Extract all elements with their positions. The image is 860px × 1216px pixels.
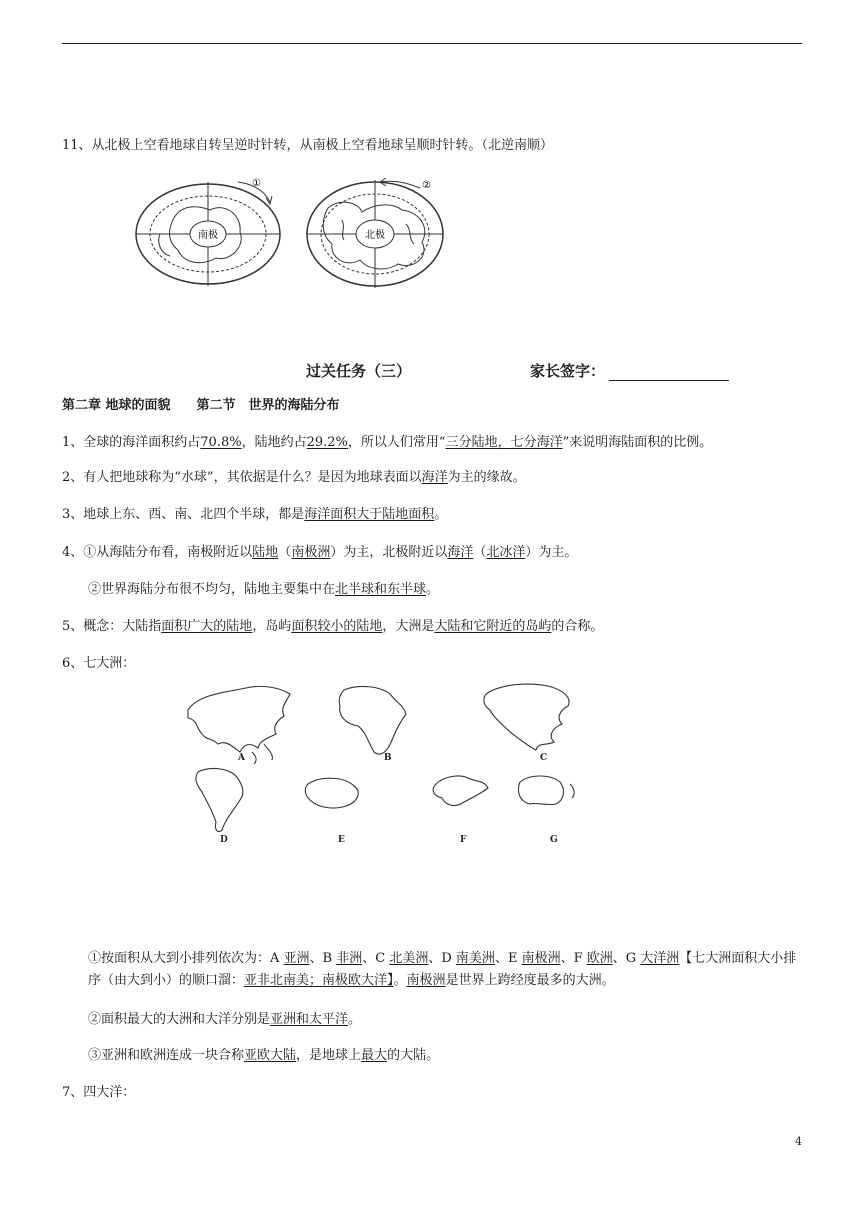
north-pole-label: 北极 xyxy=(365,230,385,241)
question-4a: 4、①从海陆分布看，南极附近以陆地（南极洲）为主，北极附近以海洋（北冰洋）为主。 xyxy=(62,545,578,560)
paragraph-continent-order: ①按面积从大到小排列依次为：A 亚洲、B 非洲、C 北美洲、D 南美洲、E 南极洲、F 欧洲、G 大洋洲【七大洲面积大小排序（由大到小）的顺口溜：亚非北南美；南极欧大洋】。南极洲是世界上跨经度最多的大洲。 xyxy=(88,951,797,988)
signature-line[interactable] xyxy=(609,366,729,381)
continent-letter-d: D xyxy=(220,835,228,845)
south-america-outline xyxy=(196,769,243,832)
question-6: 6、七大洲： xyxy=(62,656,136,671)
question-5: 5、概念：大陆指面积广大的陆地，岛屿面积较小的陆地，大洲是大陆和它附近的岛屿的合称。 xyxy=(62,619,604,634)
question-7: 7、四大洋： xyxy=(62,1085,136,1100)
question-3: 3、地球上东、西、南、北四个半球，都是海洋面积大于陆地面积。 xyxy=(62,507,448,522)
south-pole-label: 南极 xyxy=(198,230,218,241)
parent-signature xyxy=(530,360,729,381)
asia-outline xyxy=(188,686,290,752)
question-4b: ②世界海陆分布很不均匀，陆地主要集中在北半球和东半球。 xyxy=(88,582,440,597)
mark-1: ① xyxy=(252,178,261,189)
polar-views-figure xyxy=(130,172,450,302)
oceania-outline xyxy=(518,776,563,805)
paragraph-eurasia: ③亚洲和欧洲连成一块合称亚欧大陆，是地球上最大的大陆。 xyxy=(88,1048,440,1063)
question-1: 1、全球的海洋面积约占70.8%，陆地约占29.2%，所以人们常用“三分陆地，七分海洋”来说明海陆面积的比例。 xyxy=(62,435,713,450)
task-title: 过关任务（三） xyxy=(306,362,412,380)
continent-letter-c: C xyxy=(540,753,548,763)
page-number: 4 xyxy=(795,1135,802,1148)
mark-2: ② xyxy=(422,180,431,191)
item-11: 11、从北极上空看地球自转呈逆时针转，从南极上空看地球呈顺时针转。（北逆南顺） xyxy=(62,138,554,153)
question-2: 2、有人把地球称为“水球”，其依据是什么？是因为地球表面以海洋为主的缘故。 xyxy=(62,470,526,485)
antarctica-outline xyxy=(305,778,358,808)
continent-letter-b: B xyxy=(384,753,392,763)
continent-letter-e: E xyxy=(338,835,345,845)
header-rule xyxy=(62,43,802,44)
north-america-outline xyxy=(484,684,569,750)
continents-figure xyxy=(168,680,608,850)
continent-letter-f: F xyxy=(460,835,467,845)
africa-outline xyxy=(339,687,406,755)
europe-outline xyxy=(433,776,488,805)
south-pole-view xyxy=(136,178,280,286)
chapter-heading: 第二章 地球的面貌 第二节 世界的海陆分布 xyxy=(62,398,340,413)
north-pole-view xyxy=(307,178,443,288)
continent-letter-g: G xyxy=(550,835,558,845)
paragraph-largest: ②面积最大的大洲和大洋分别是亚洲和太平洋。 xyxy=(88,1012,362,1027)
continent-letter-a: A xyxy=(238,753,245,763)
signature-label: 家长签字： xyxy=(530,362,606,380)
